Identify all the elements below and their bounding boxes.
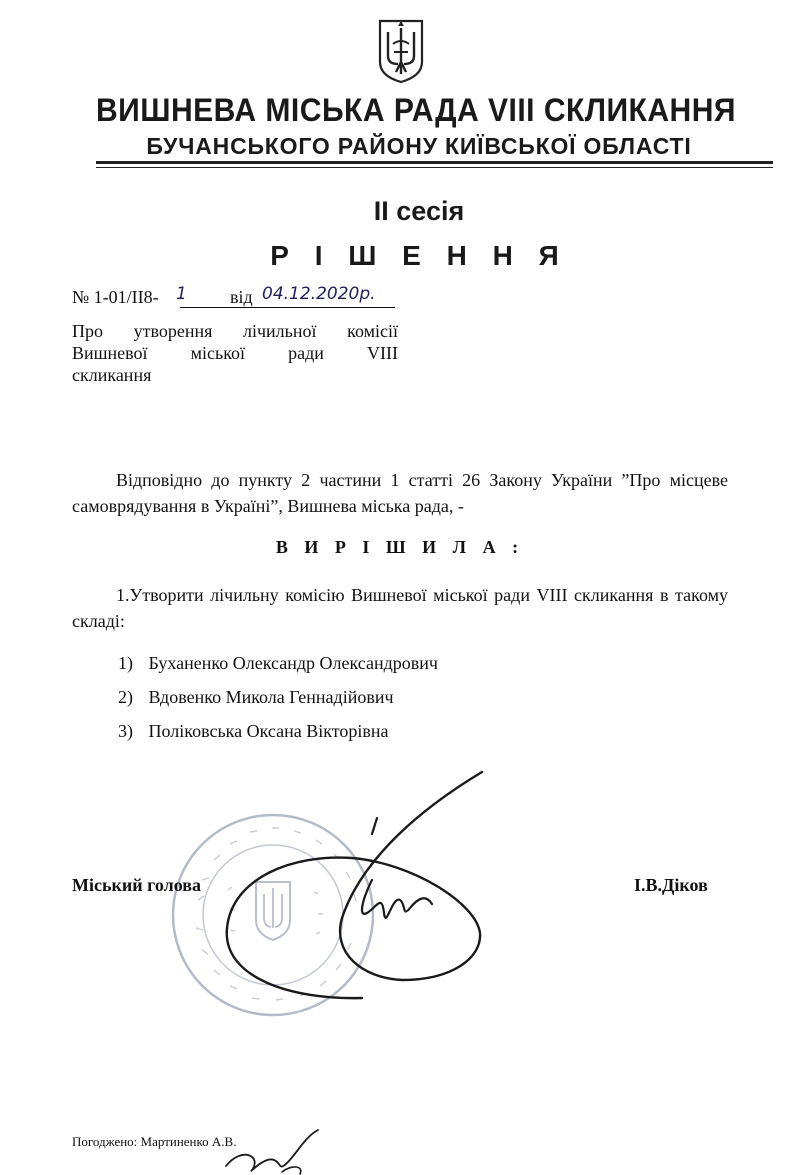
member-index: 1): [118, 653, 133, 673]
district-name: БУЧАНСЬКОГО РАЙОНУ КИЇВСЬКОЇ ОБЛАСТІ: [146, 133, 692, 159]
preamble-paragraph: Відповідно до пункту 2 частини 1 статті 26 Закону України ”Про місцеве самоврядування в Україні”, Вишнева міська рада, -: [72, 470, 728, 516]
commission-member-list: [118, 652, 438, 754]
header-rule-thin: [96, 167, 773, 168]
coat-of-arms-icon: [376, 18, 426, 84]
handwritten-date: 04.12.2020р.: [262, 284, 376, 304]
member-name: Поліковська Оксана Вікторівна: [148, 721, 389, 741]
mayor-name: І.В.Діков: [634, 875, 708, 895]
council-name: ВИШНЕВА МІСЬКА РАДА VIII СКЛИКАННЯ: [95, 92, 737, 128]
document-type: Р І Ш Е Н Н Я: [270, 240, 568, 271]
member-name: Вдовенко Микола Геннадійович: [148, 687, 394, 707]
subject-line-2: Вишневої міської ради VIII скликання: [72, 343, 398, 385]
resolved-heading: В И Р І Ш И Л А :: [275, 537, 525, 557]
document-number-label: № 1-01/ІІ8-: [72, 287, 159, 307]
decision-subject: [72, 320, 398, 386]
mayor-signature-icon: [212, 768, 522, 1028]
member-index: 2): [118, 687, 133, 707]
header-rule-thick: [96, 161, 773, 164]
approval-note: Погоджено: Мартиненко А.В.: [72, 1134, 237, 1149]
resolution-item-1: 1.Утворити лічильну комісію Вишневої міської ради VIII скликання в такому складі:: [72, 585, 728, 631]
list-item: [118, 720, 438, 754]
approver-signature-icon: [222, 1126, 332, 1175]
subject-line-1: Про утворення лічильної комісії: [72, 321, 398, 341]
handwritten-number: 1: [176, 284, 187, 304]
member-name: Буханенко Олександр Олександрович: [148, 653, 438, 673]
date-from-label: від: [230, 287, 253, 307]
session-title: II сесія: [373, 196, 465, 226]
member-index: 3): [118, 721, 133, 741]
list-item: [118, 686, 438, 720]
mayor-title: Міський голова: [72, 875, 201, 895]
list-item: [118, 652, 438, 686]
